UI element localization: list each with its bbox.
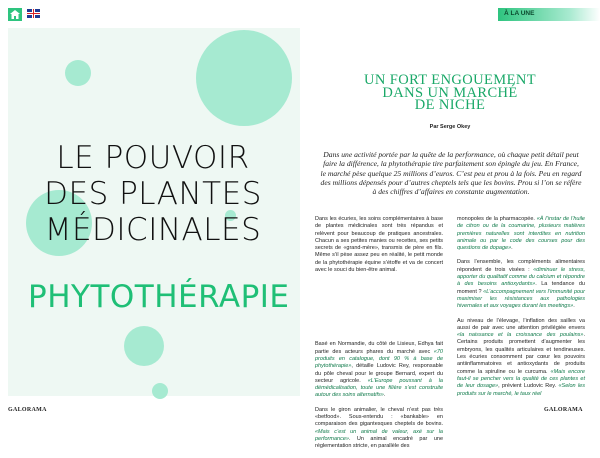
decor-circle [152, 383, 168, 399]
paragraph: Dans le giron animalier, le cheval n’est pas très «betfood». Sous-entendu : «bankable» en comparaison des gigantesques cheptels de bovins. «Mais c’est un animal de valeur, axé sur la performance». Un animal encadré par une réglementation stricte, en parallèle des [315, 406, 443, 450]
quote: «L’Europe poussant à la démédicalisation, toute une filière s’est construite autour des soins alternatifs» [315, 377, 443, 399]
quote: «70 produits en catalogue, dont 90 % à base de phytothérapie» [315, 348, 443, 370]
subject-title: PHYTOTHÉRAPIE [28, 279, 290, 315]
headline-line: DE NICHE [414, 97, 486, 113]
paragraph: Dans l’ensemble, les compléments alimentaires répondent de trois visées : «diminuer le stress, apporter du qualitatif comme du calcium et répondre à des besoins antioxydants». La tendance du moment ? «L’accompagnement vers l’immunité pour maximiser les résistances aux pathologies hivernales et aux voyages durant les meetings». [457, 259, 586, 310]
article-column-left [315, 216, 443, 458]
title-line: LE POUVOIR [56, 140, 250, 176]
main-title [28, 140, 278, 248]
title-line: MÉDICINALES [44, 212, 262, 248]
quote: «Mais encore faut-il se pencher vers la qualité de ces plantes et de leur dosage» [457, 368, 585, 390]
quote: «Selon les produits sur le marché, le taux réel [457, 383, 585, 397]
article-headline [340, 74, 560, 112]
paragraph: Dans les écuries, les soins complémentaires à base de plantes médicinales sont très répandus et relèvent pour beaucoup de pratiques ancestrales. Chacun a ses petites manies ou recettes, ses petits secrets de «grand-mère», transmis de père en fils. Même s’il pèse assez peu en réalité, le petit monde de la phytothérapie équine s’étoffe et va de concert avec le souci du bien-être animal. [315, 216, 443, 274]
quote: «L’accompagnement vers l’immunité pour maximiser les résistances aux pathologies hivernales et aux voyages durant les meetings» [457, 288, 586, 310]
uk-flag-icon[interactable] [27, 9, 40, 18]
quote: «À l’instar de l’huile de citron ou de la coumarine, plusieurs matières premières naturelles sont interdites en nutrition animale ou par le code des courses pour des questions de dopage» [457, 216, 585, 252]
right-page [300, 0, 600, 450]
headline-line: DANS UN MARCHÉ [382, 84, 518, 101]
headline-line: UN FORT ENGOUEMENT [363, 72, 536, 88]
article-column-right [457, 216, 585, 405]
section-tag [498, 8, 600, 21]
decor-circle [124, 326, 164, 366]
footer-brand-left: GALORAMA [8, 407, 47, 413]
paragraph: monopoles de la pharmacopée. «À l’instar de l’huile de citron ou de la coumarine, plusieurs matières premières naturelles sont interdites en nutrition animale ou par le code des courses pour des questions de dopage». [457, 216, 585, 252]
quote: «diminuer le stress, apporter du qualitatif comme du calcium et répondre à des besoins antioxydants» [457, 266, 585, 288]
section-tag-label: À LA UNE [504, 10, 535, 17]
byline: Par Serge Okey [429, 124, 471, 130]
left-page [0, 0, 300, 424]
decor-circle [196, 30, 292, 126]
title-line: DES PLANTES [44, 176, 262, 212]
quote: «Mais c’est un animal de valeur, axé sur la performance» [315, 428, 443, 442]
paragraph: Au niveau de l’élevage, l’inflation des sailles va aussi de pair avec une attention privilégiée envers «la naissance et la croissance des poulains». Certains produits promettent d’augmenter les embryons, les qualités articulaires et tendineuses. Les écuries consomment par cœur les pouvoirs antiinflammatoires et antioxydants de produits comme la spiruline ou le curcuma. «Mais encore faut-il se pencher vers la qualité de ces plantes et de leur dosage», prévient Ludovic Rey. «Selon les produits sur le marché, le taux réel [457, 317, 585, 397]
paragraph: Basé en Normandie, du côté de Lisieux, Edhya fait partie des acteurs phares du marché avec «70 produits en catalogue, dont 90 % à base de phytothérapie», détaille Ludovic Rey, responsable du pôle cheval pour le groupe Bernard, expert du secteur agricole. «L’Europe poussant à la démédicalisation, toute une filière s’est construite autour des soins alternatifs». [315, 341, 443, 399]
lead-paragraph: Dans une activité portée par la quête de la performance, où chaque petit détail peut faire la différence, la phytothérapie tire parfaitement son épingle du jeu. En France, le marché pèse quelque 25 millions d’euros. C’est peu et prou à la fois. Peu en regard des millions dépensés pour d’autres cheptels tels que les bovins. Prou si l’on se réfère à des chiffres d’affaires en constante augmentation. [320, 150, 582, 197]
quote: «la naissance et la croissance des poulains» [457, 332, 584, 339]
footer-brand-right: GALORAMA [544, 407, 583, 413]
home-icon[interactable] [8, 8, 22, 21]
decor-circle [65, 60, 91, 86]
